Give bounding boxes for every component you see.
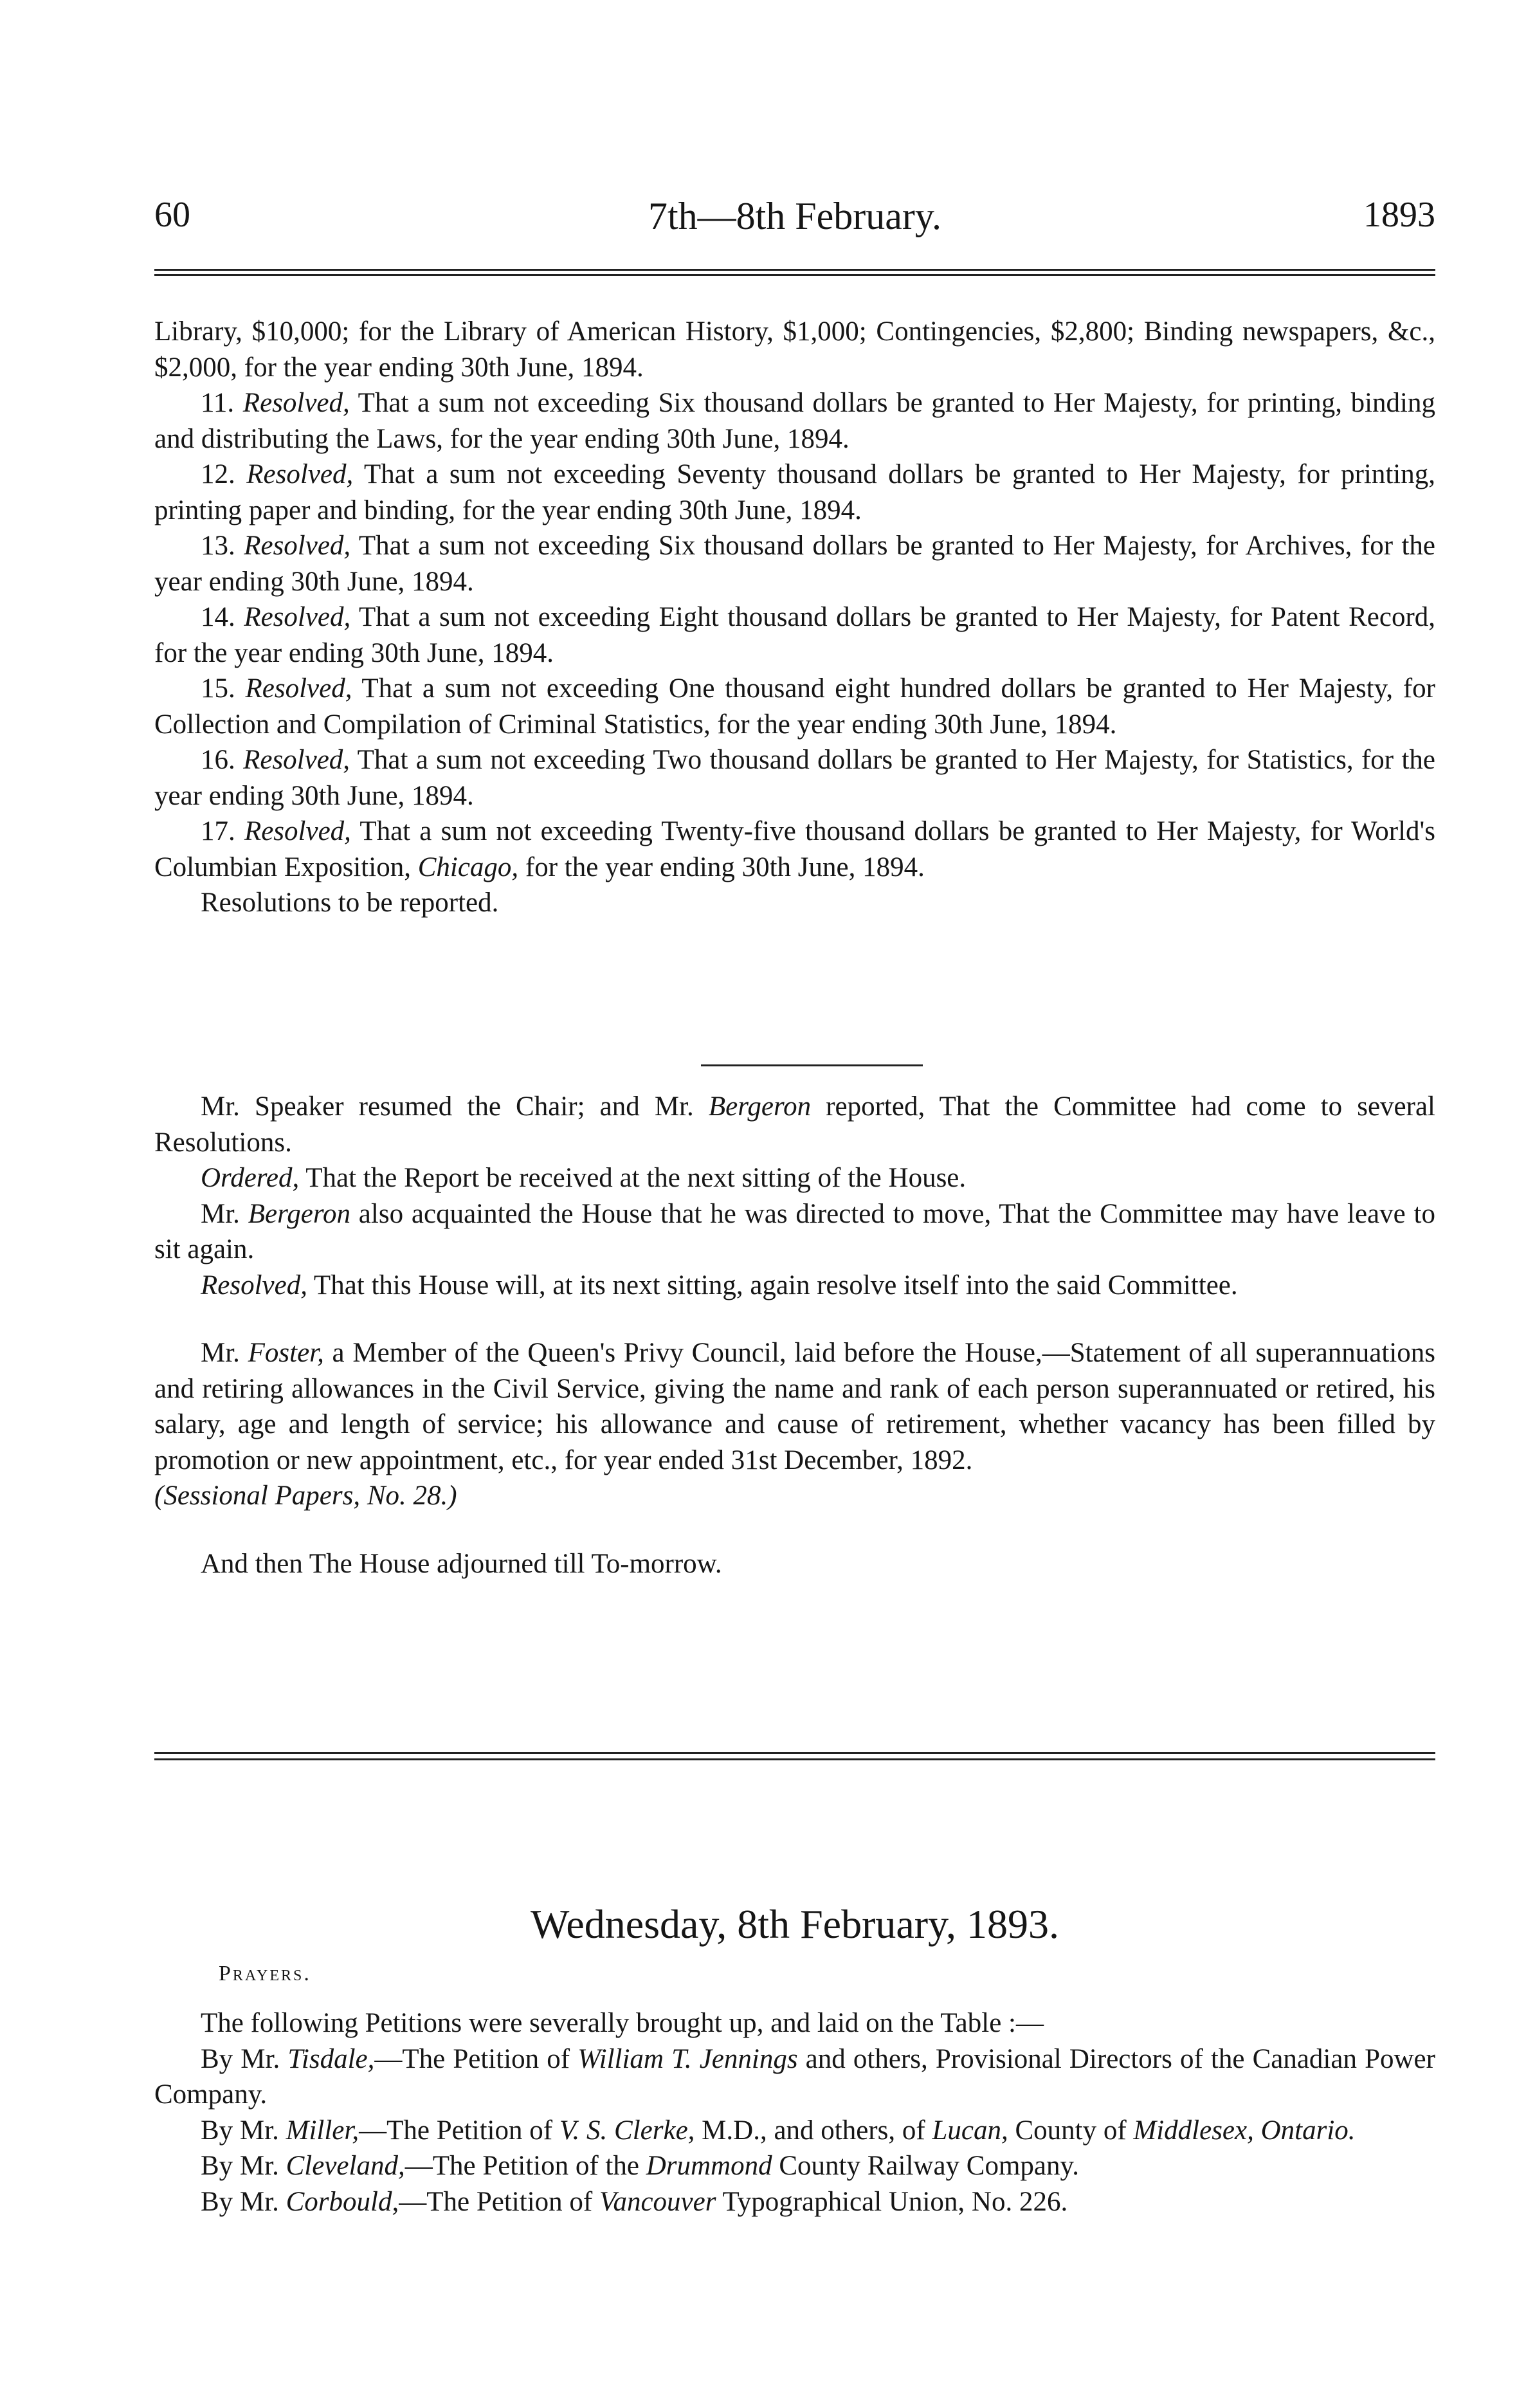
text-span: By Mr. [201, 2043, 288, 2074]
place-name: Vancouver [599, 2186, 716, 2217]
text-span: also acquainted the House that he was directed to move, That the Committee may have leave to sit again. [154, 1198, 1435, 1264]
resolution-number: 13. [201, 531, 244, 561]
text-span: a Member of the Queen's Privy Council, laid before the House,—Statement of all superannuations and retiring allowances in the Civil Service, giving the name and rank of each person superannuated or retired, his salary, age and length of service; his allowance and cause of retirement, whether vacancy has been filled by promotion or new appointment, etc., for year ended 31st December, 1892. [154, 1338, 1435, 1475]
resolution-text: That a sum not exceeding Eight thousand dollars be granted to Her Majesty, for Patent Record, for the year ending 30th June, 1894. [154, 602, 1436, 668]
text-span: —The Petition of [374, 2043, 578, 2074]
speaker-paragraph [154, 1089, 1435, 1160]
petition-cleveland [154, 2148, 1435, 2184]
resolution-11 [154, 385, 1435, 457]
ordered-word: Ordered, [201, 1163, 300, 1193]
resolution-text: That a sum not exceeding Seventy thousand dollars be granted to Her Majesty, for printing, printing paper and binding, for the year ending 30th June, 1894. [154, 459, 1435, 525]
page-year: 1893 [1363, 195, 1435, 235]
resolution-14 [154, 599, 1435, 671]
resolution-17 [154, 814, 1435, 885]
resolution-13 [154, 528, 1435, 599]
text-span: That this House will, at its next sitting, again resolve itself into the said Committee. [307, 1270, 1238, 1300]
committee-block [154, 1089, 1435, 1582]
member-name: Bergeron [248, 1198, 350, 1229]
resolved-paragraph [154, 1268, 1435, 1304]
day-rule-top [154, 1752, 1435, 1754]
text-span: and others, Provisional Directors of the Canadian Power Company. [154, 2043, 1435, 2110]
page-number: 60 [154, 195, 190, 235]
place-name: Chicago, [417, 852, 519, 882]
text-span: M.D., and others, of [695, 2115, 932, 2146]
text-span: reported, That the Committee had come to several Resolutions. [154, 1091, 1435, 1158]
text-span: Mr. [201, 1338, 248, 1368]
place-name: Drummond [646, 2151, 772, 2181]
member-name: Cleveland, [286, 2151, 405, 2181]
petition-tisdale [154, 2041, 1435, 2113]
place-name: Lucan, [932, 2115, 1008, 2146]
acquainted-paragraph [154, 1196, 1435, 1268]
paragraph-library: Library, $10,000; for the Library of American History, $1,000; Contingencies, $2,800; Binding newspapers, &c., $2,000, for the year ending 30th June, 1894. [154, 316, 1435, 383]
text-span: County Railway Company. [772, 2151, 1079, 2181]
resolution-15 [154, 671, 1435, 742]
resolution-number: 15. [201, 673, 246, 704]
sessional-papers [154, 1478, 1435, 1514]
petitions-block [154, 2005, 1435, 2220]
text-span: Typographical Union, No. 226. [716, 2186, 1068, 2217]
resolutions-reported: Resolutions to be reported. [201, 888, 499, 918]
prayers-label: Prayers. [219, 1962, 311, 1985]
resolved-word: Resolved, [246, 459, 354, 489]
resolved-word: Resolved, [242, 388, 350, 418]
text-span: By Mr. [201, 2151, 286, 2181]
resolved-word: Resolved, [243, 745, 350, 775]
resolution-text: That a sum not exceeding Twenty-five thousand dollars be granted to Her Majesty, for World's Columbian Exposition, [154, 816, 1436, 882]
resolutions-block [154, 314, 1435, 921]
resolved-word: Resolved, [245, 673, 352, 704]
day-heading: Wednesday, 8th February, 1893. [531, 1901, 1059, 1947]
section-divider [701, 1064, 923, 1066]
resolution-number: 14. [201, 602, 244, 632]
resolution-text: That a sum not exceeding One thousand eight hundred dollars be granted to Her Majesty, for Collection and Compilation of Criminal Statistics, for the year ending 30th June, 1894. [154, 673, 1435, 740]
text-span: Mr. [201, 1198, 248, 1229]
member-name: Corbould, [286, 2186, 399, 2217]
running-head [154, 194, 1435, 259]
header-rule-bottom [154, 274, 1435, 276]
resolved-word: Resolved, [244, 531, 351, 561]
text-span: —The Petition of [399, 2186, 599, 2217]
resolution-number: 12. [201, 459, 247, 489]
text-span: Mr. Speaker resumed the Chair; and Mr. [201, 1091, 709, 1122]
petitioner-name: William T. Jennings [577, 2043, 798, 2074]
resolution-text: That a sum not exceeding Six thousand dollars be granted to Her Majesty, for printing, binding and distributing the Laws, for the year ending 30th June, 1894. [154, 388, 1435, 454]
text-span: By Mr. [201, 2115, 286, 2146]
member-name: Foster, [248, 1338, 324, 1368]
resolution-number: 11. [201, 388, 243, 418]
resolution-number: 17. [201, 816, 244, 846]
text-span: —The Petition of [359, 2115, 559, 2146]
place-name: Middlesex, Ontario. [1133, 2115, 1356, 2146]
resolution-text: That a sum not exceeding Two thousand dollars be granted to Her Majesty, for Statistics, for the year ending 30th June, 1894. [154, 745, 1436, 811]
petition-miller [154, 2113, 1435, 2149]
member-name: Tisdale, [287, 2043, 375, 2074]
resolution-16 [154, 742, 1435, 814]
petitions-intro: The following Petitions were severally brought up, and laid on the Table :— [201, 2008, 1044, 2038]
adjourned-paragraph: And then The House adjourned till To-morrow. [201, 1548, 722, 1579]
foster-paragraph [154, 1335, 1435, 1478]
header-rule-top [154, 269, 1435, 271]
petitioner-name: V. S. Clerke, [559, 2115, 695, 2146]
text-span: —The Petition of the [404, 2151, 646, 2181]
resolved-word: Resolved, [244, 816, 351, 846]
resolved-word: Resolved, [244, 602, 351, 632]
text-span: County of [1008, 2115, 1134, 2146]
resolution-12 [154, 457, 1435, 528]
resolution-text: That a sum not exceeding Six thousand dollars be granted to Her Majesty, for Archives, for the year ending 30th June, 1894. [154, 531, 1436, 597]
member-name: Miller, [286, 2115, 359, 2146]
resolution-number: 16. [201, 745, 244, 775]
ordered-paragraph [154, 1160, 1435, 1196]
day-rule-bottom [154, 1758, 1435, 1760]
page-title: 7th—8th February. [648, 195, 942, 237]
text-span: By Mr. [201, 2186, 286, 2217]
resolution-text: for the year ending 30th June, 1894. [518, 852, 925, 882]
resolved-word: Resolved, [201, 1270, 307, 1300]
sessional-reference: (Sessional Papers, No. 28.) [154, 1481, 457, 1511]
member-name: Bergeron [708, 1091, 812, 1122]
petition-corbould [154, 2184, 1435, 2220]
text-span: That the Report be received at the next sitting of the House. [299, 1163, 967, 1193]
